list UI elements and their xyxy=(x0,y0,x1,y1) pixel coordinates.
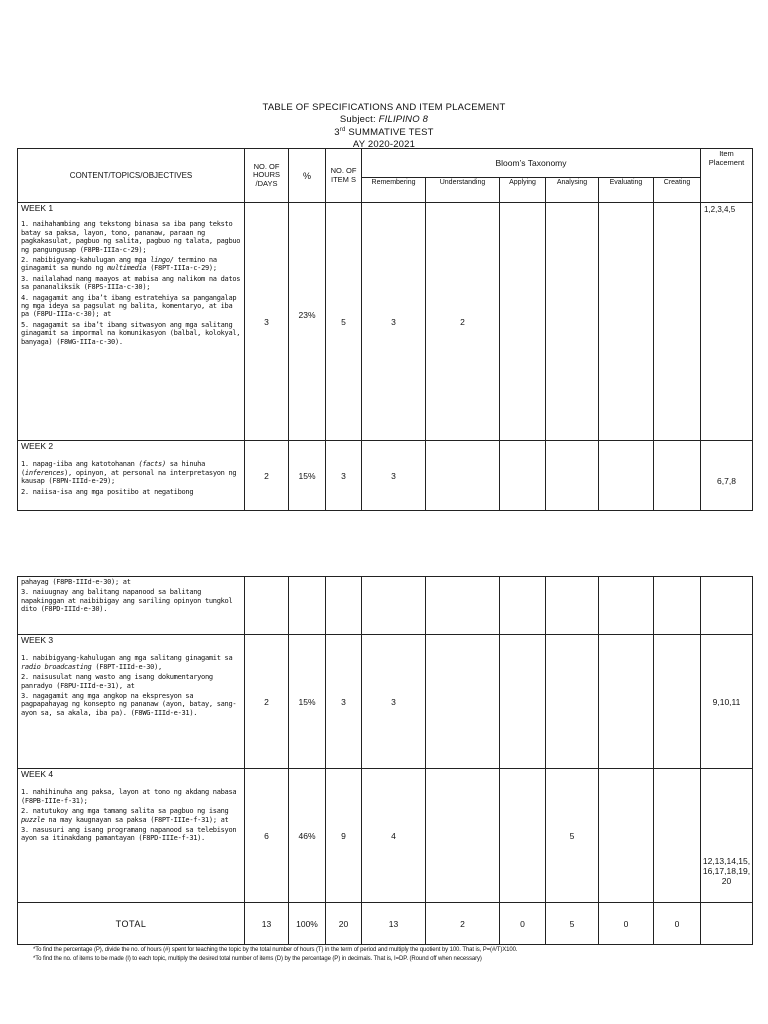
week1-objective-3: 3. nailalahad nang maayos at mabisa ang nalikom na datos sa pananaliksik (F8PS-IIIa-c-30); xyxy=(21,274,241,292)
week4-hours: 6 xyxy=(245,769,289,903)
specifications-table xyxy=(17,148,753,511)
week2-items: 3 xyxy=(326,441,362,511)
week4-percent: 46% xyxy=(289,769,326,903)
subject-value: FILIPINO 8 xyxy=(378,113,429,125)
week1-evaluating xyxy=(599,203,654,441)
week2-row xyxy=(18,441,753,511)
remembering-header: Remembering xyxy=(362,178,426,203)
week1-row xyxy=(18,203,753,441)
week4-objective-2: 2. natutukoy ang mga tamang salita sa pagbuo ng isang puzzle na may kaugnayan sa paksa (F8PT-IIIe-f-31); at xyxy=(21,807,229,824)
week1-objective-4: 4. nagagamit ang iba’t ibang estratehiya sa pangangalap ng mga ideya sa pagsulat ng balita, komentaryo, at iba pa (F8PU-IIIa-c-30); at xyxy=(21,293,237,319)
week1-understanding: 2 xyxy=(426,203,500,441)
week3-remembering: 3 xyxy=(362,635,426,769)
test-ordinal: rd xyxy=(339,127,346,133)
week4-objective-3: 3. nasusuri ang isang programang napanood sa telebisyon ayon sa itinakdang pamantayan (F8PD-IIIe-f-31). xyxy=(21,826,237,843)
specifications-table-continued xyxy=(17,576,753,945)
total-evaluating: 0 xyxy=(599,903,654,945)
week1-creating xyxy=(654,203,701,441)
subject-line xyxy=(0,114,768,126)
week1-percent: 23% xyxy=(289,203,326,441)
test-name xyxy=(0,125,768,139)
week4-items: 9 xyxy=(326,769,362,903)
evaluating-header: Evaluating xyxy=(599,178,654,203)
week1-objective-1: 1. naihahambing ang tekstong binasa sa iba pang teksto batay sa paksa, layon, tono, pananaw, paraan ng pagkakasulat, pagbuo ng salita, pagbuo ng talata, pagbuo ng pangungusap (F8PB-IIIa-c-29); xyxy=(21,220,241,254)
week3-items: 3 xyxy=(326,635,362,769)
total-understanding: 2 xyxy=(426,903,500,945)
week3-objective-1: 1. nabibigyang-kahulugan ang mga salitang ginagamit sa radio broadcasting (F8PT-IIId-e-30), xyxy=(21,654,233,671)
total-analysing: 5 xyxy=(546,903,599,945)
week3-hours: 2 xyxy=(245,635,289,769)
total-items: 20 xyxy=(326,903,362,945)
week3-objective-2: 2. naisusulat nang wasto ang isang dokumentaryong panradyo (F8PU-IIId-e-31), at xyxy=(21,673,213,690)
week3-objective-3: 3. nagagamit ang mga angkop na ekspresyon sa pagpapahayag ng konsepto ng pananaw (ayon, batay, sang-ayon sa, sa akala, iba pa). (F8WG-IIId-e-31). xyxy=(21,692,237,717)
week3-row xyxy=(18,635,753,769)
test-number: 3 xyxy=(334,127,340,139)
week2-percent: 15% xyxy=(289,441,326,511)
week4-objective-1: 1. nahihinuha ang paksa, layon at tono ng akdang nabasa (F8PB-IIIe-f-31); xyxy=(21,788,237,805)
week2-continued-row xyxy=(18,577,753,635)
week1-content xyxy=(18,203,245,441)
week3-content xyxy=(18,635,245,769)
items-header: NO. OF ITEM S xyxy=(326,149,362,203)
week2-label: WEEK 2 xyxy=(21,441,54,451)
week3-label: WEEK 3 xyxy=(21,635,54,645)
footnote-items: *To find the no. of items to be made (I) to each topic, multiply the desired total number of items (D) by the percentage (P) in decimals. That is, I=DP. (Round off when necessary) xyxy=(33,956,482,962)
test-label: SUMMATIVE TEST xyxy=(345,127,434,139)
week1-analysing xyxy=(546,203,599,441)
subject-label: Subject: xyxy=(339,113,379,125)
total-row xyxy=(18,903,753,945)
week1-remembering: 3 xyxy=(362,203,426,441)
week1-items: 5 xyxy=(326,203,362,441)
week4-placement: 12,13,14,15,16,17,18,19,20 xyxy=(701,769,753,903)
week1-label: WEEK 1 xyxy=(21,203,54,213)
week1-placement: 1,2,3,4,5 xyxy=(701,203,753,441)
week4-remembering: 4 xyxy=(362,769,426,903)
total-label: TOTAL xyxy=(18,903,245,945)
week4-label: WEEK 4 xyxy=(21,769,54,779)
total-creating: 0 xyxy=(654,903,701,945)
week2-objective-2: 2. naiisa-isa ang mga positibo at negatibong xyxy=(21,487,194,496)
week4-row xyxy=(18,769,753,903)
hours-header: NO. OF HOURS /DAYS xyxy=(245,149,289,203)
week2-content xyxy=(18,441,245,511)
week3-percent: 15% xyxy=(289,635,326,769)
week2-objective-3: 3. naiuugnay ang balitang napanood sa balitang napakinggan at naibibigay ang sariling opinyon tungkol dito (F8PD-IIId-e-30). xyxy=(21,588,233,614)
percent-header: % xyxy=(289,149,326,203)
analysing-header: Analysing xyxy=(546,178,599,203)
week1-objective-5: 5. nagagamit sa iba’t ibang sitwasyon ang mga salitang ginagamit sa impormal na komunikasyon (balbal, kolokyal, banyaga) (F8WG-IIIa-c-30). xyxy=(21,320,241,346)
document-title: TABLE OF SPECIFICATIONS AND ITEM PLACEMENT xyxy=(262,102,506,113)
header-row xyxy=(18,149,753,178)
week1-objective-2: 2. nabibigyang-kahulugan ang mga lingo/ termino na ginagamit sa mundo ng multimedia (F8PT-IIIa-c-29); xyxy=(21,256,217,273)
footnotes xyxy=(33,946,753,964)
understanding-header: Understanding xyxy=(426,178,500,203)
applying-header: Applying xyxy=(500,178,546,203)
week4-content xyxy=(18,769,245,903)
footnote-percentage: *To find the percentage (P), divide the no. of hours (#) spent for teaching the topic by the total number of hours (T) in the term of period and multiply the quotient by 100. That is, P=(#/T)X100. xyxy=(33,947,518,953)
item-placement-header: Item Placement xyxy=(701,149,753,203)
document-header xyxy=(0,102,768,150)
blooms-taxonomy-header: Bloom’s Taxonomy xyxy=(362,149,701,178)
week2-objective-2-tail: pahayag (F8PB-IIId-e-30); at xyxy=(21,578,131,586)
week1-applying xyxy=(500,203,546,441)
week2-continued-content xyxy=(18,577,245,635)
week1-hours: 3 xyxy=(245,203,289,441)
total-remembering: 13 xyxy=(362,903,426,945)
total-percent: 100% xyxy=(289,903,326,945)
week2-hours: 2 xyxy=(245,441,289,511)
creating-header: Creating xyxy=(654,178,701,203)
week2-remembering: 3 xyxy=(362,441,426,511)
total-hours: 13 xyxy=(245,903,289,945)
week2-placement: 6,7,8 xyxy=(701,441,753,511)
academic-year: AY 2020-2021 xyxy=(352,138,416,150)
content-header: CONTENT/TOPICS/OBJECTIVES xyxy=(18,149,245,203)
week2-objective-1: 1. napag-iiba ang katotohanan (facts) sa hinuha (inferences), opinyon, at personal na interpretasyon ng kausap (F8PN-IIId-e-29); xyxy=(21,460,237,486)
week4-analysing: 5 xyxy=(546,769,599,903)
total-applying: 0 xyxy=(500,903,546,945)
week3-placement: 9,10,11 xyxy=(701,635,753,769)
